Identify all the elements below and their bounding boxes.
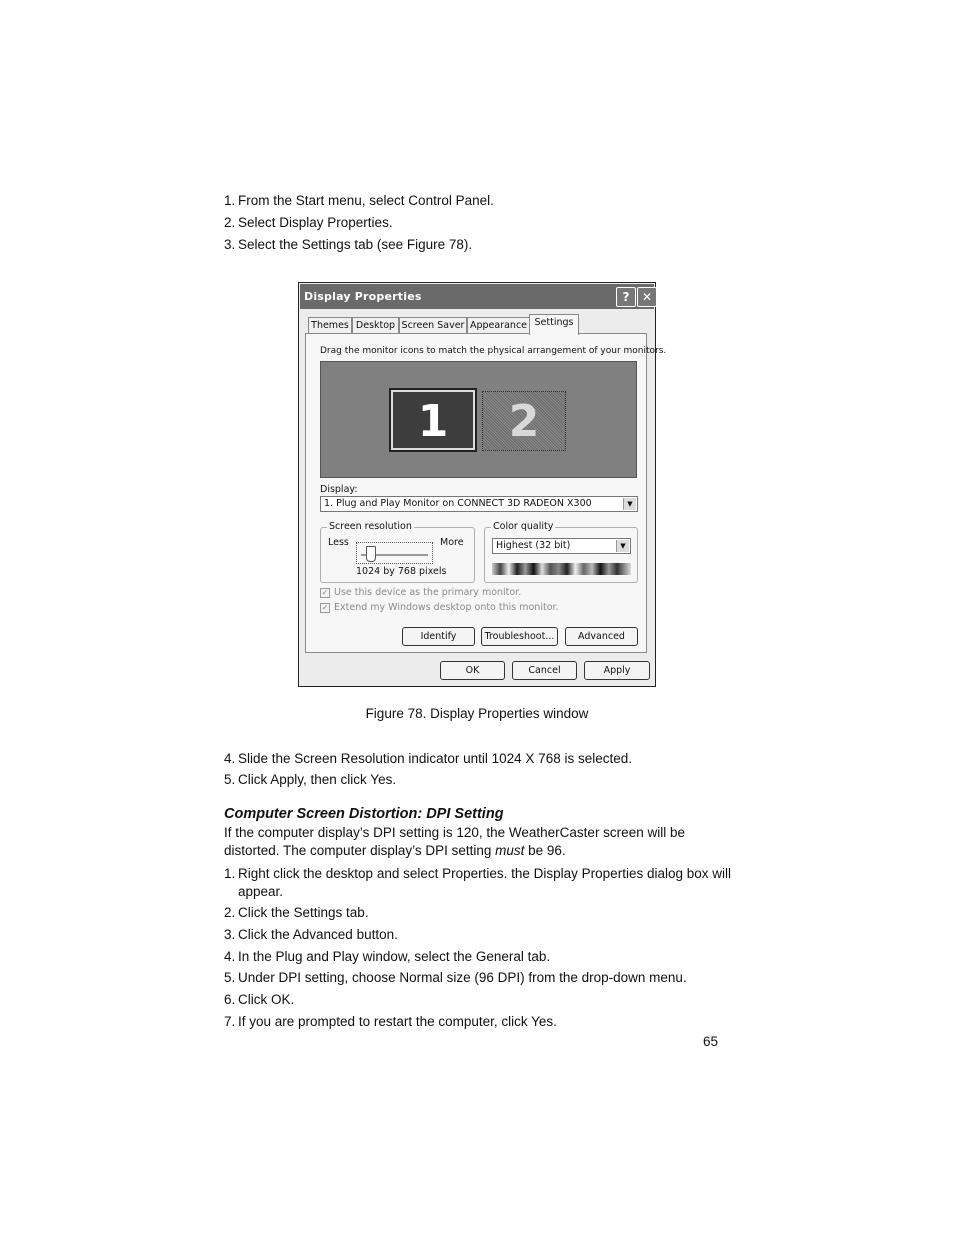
display-label: Display: (320, 484, 358, 495)
monitor-arrangement-area[interactable] (320, 361, 637, 478)
slider-thumb[interactable] (366, 546, 376, 562)
display-select-value: 1. Plug and Play Monitor on CONNECT 3D RADEON X300 (324, 498, 592, 509)
dpi-step-3: 3. Click the Advanced button. (224, 927, 398, 942)
dpi-step-2: 2. Click the Settings tab. (224, 905, 369, 920)
color-quality-value: Highest (32 bit) (496, 540, 571, 551)
chevron-down-icon[interactable]: ▼ (623, 498, 636, 510)
identify-button[interactable]: Identify (402, 627, 475, 646)
tab-desktop[interactable]: Desktop (352, 317, 399, 334)
step-3: 3. Select the Settings tab (see Figure 78). (224, 237, 473, 252)
page-number: 65 (702, 1034, 718, 1049)
tab-screen-saver[interactable]: Screen Saver (399, 317, 467, 334)
color-quality-preview (492, 563, 631, 575)
section-intro: If the computer display’s DPI setting is 120, the WeatherCaster screen will be distorted. The computer display’s DPI setting must be 96. (224, 825, 685, 858)
color-quality-label: Color quality (493, 521, 554, 532)
tab-themes[interactable]: Themes (308, 317, 352, 334)
resolution-value: 1024 by 768 pixels (356, 566, 447, 577)
dpi-step-7: 7. If you are prompted to restart the computer, click Yes. (224, 1014, 557, 1029)
dialog-title: Display Properties (304, 290, 422, 303)
extend-desktop-label: Extend my Windows desktop onto this monitor. (334, 602, 559, 613)
more-label: More (440, 537, 464, 548)
dpi-step-6: 6. Click OK. (224, 992, 295, 1007)
primary-monitor-checkbox[interactable]: ✓ (321, 588, 329, 597)
monitor-2-icon[interactable]: 2 (482, 391, 566, 451)
dpi-step-4: 4. In the Plug and Play window, select the General tab. (224, 949, 551, 964)
less-label: Less (328, 537, 349, 548)
step-1: 1. From the Start menu, select Control Panel. (224, 193, 494, 208)
primary-monitor-label: Use this device as the primary monitor. (334, 587, 522, 598)
display-select[interactable] (320, 496, 638, 512)
dpi-step-5: 5. Under DPI setting, choose Normal size (96 DPI) from the drop-down menu. (224, 970, 687, 985)
help-icon[interactable]: ? (616, 287, 636, 307)
chevron-down-icon[interactable]: ▼ (616, 540, 629, 552)
screen-resolution-group (320, 521, 475, 583)
dpi-step-1: 1. Right click the desktop and select Properties. the Display Properties dialog box will appear. (224, 866, 731, 899)
resolution-slider[interactable] (356, 542, 433, 564)
ok-button[interactable]: OK (440, 661, 505, 680)
step-2: 2. Select Display Properties. (224, 215, 393, 230)
apply-button[interactable]: Apply (584, 661, 650, 680)
color-quality-group (484, 521, 638, 583)
dialog-titlebar (300, 284, 654, 309)
color-quality-select[interactable] (492, 538, 631, 554)
step-5: 5. Click Apply, then click Yes. (224, 772, 397, 787)
cancel-button[interactable]: Cancel (512, 661, 577, 680)
close-icon[interactable]: ✕ (637, 287, 657, 307)
screen-resolution-label: Screen resolution (329, 521, 412, 532)
figure-caption: Figure 78. Display Properties window (365, 706, 589, 721)
troubleshoot-button[interactable]: Troubleshoot... (481, 627, 558, 646)
extend-desktop-checkbox[interactable]: ✓ (321, 603, 329, 612)
monitor-1-icon[interactable]: 1 (391, 390, 475, 450)
tab-settings[interactable]: Settings (529, 314, 579, 335)
display-properties-dialog (298, 282, 667, 687)
section-heading: Computer Screen Distortion: DPI Setting (224, 806, 504, 822)
settings-panel (305, 333, 667, 653)
advanced-button[interactable]: Advanced (565, 627, 638, 646)
step-4: 4. Slide the Screen Resolution indicator until 1024 X 768 is selected. (224, 751, 632, 766)
instruction-text: Drag the monitor icons to match the physical arrangement of your monitors. (320, 346, 667, 356)
tab-appearance[interactable]: Appearance (467, 317, 530, 334)
